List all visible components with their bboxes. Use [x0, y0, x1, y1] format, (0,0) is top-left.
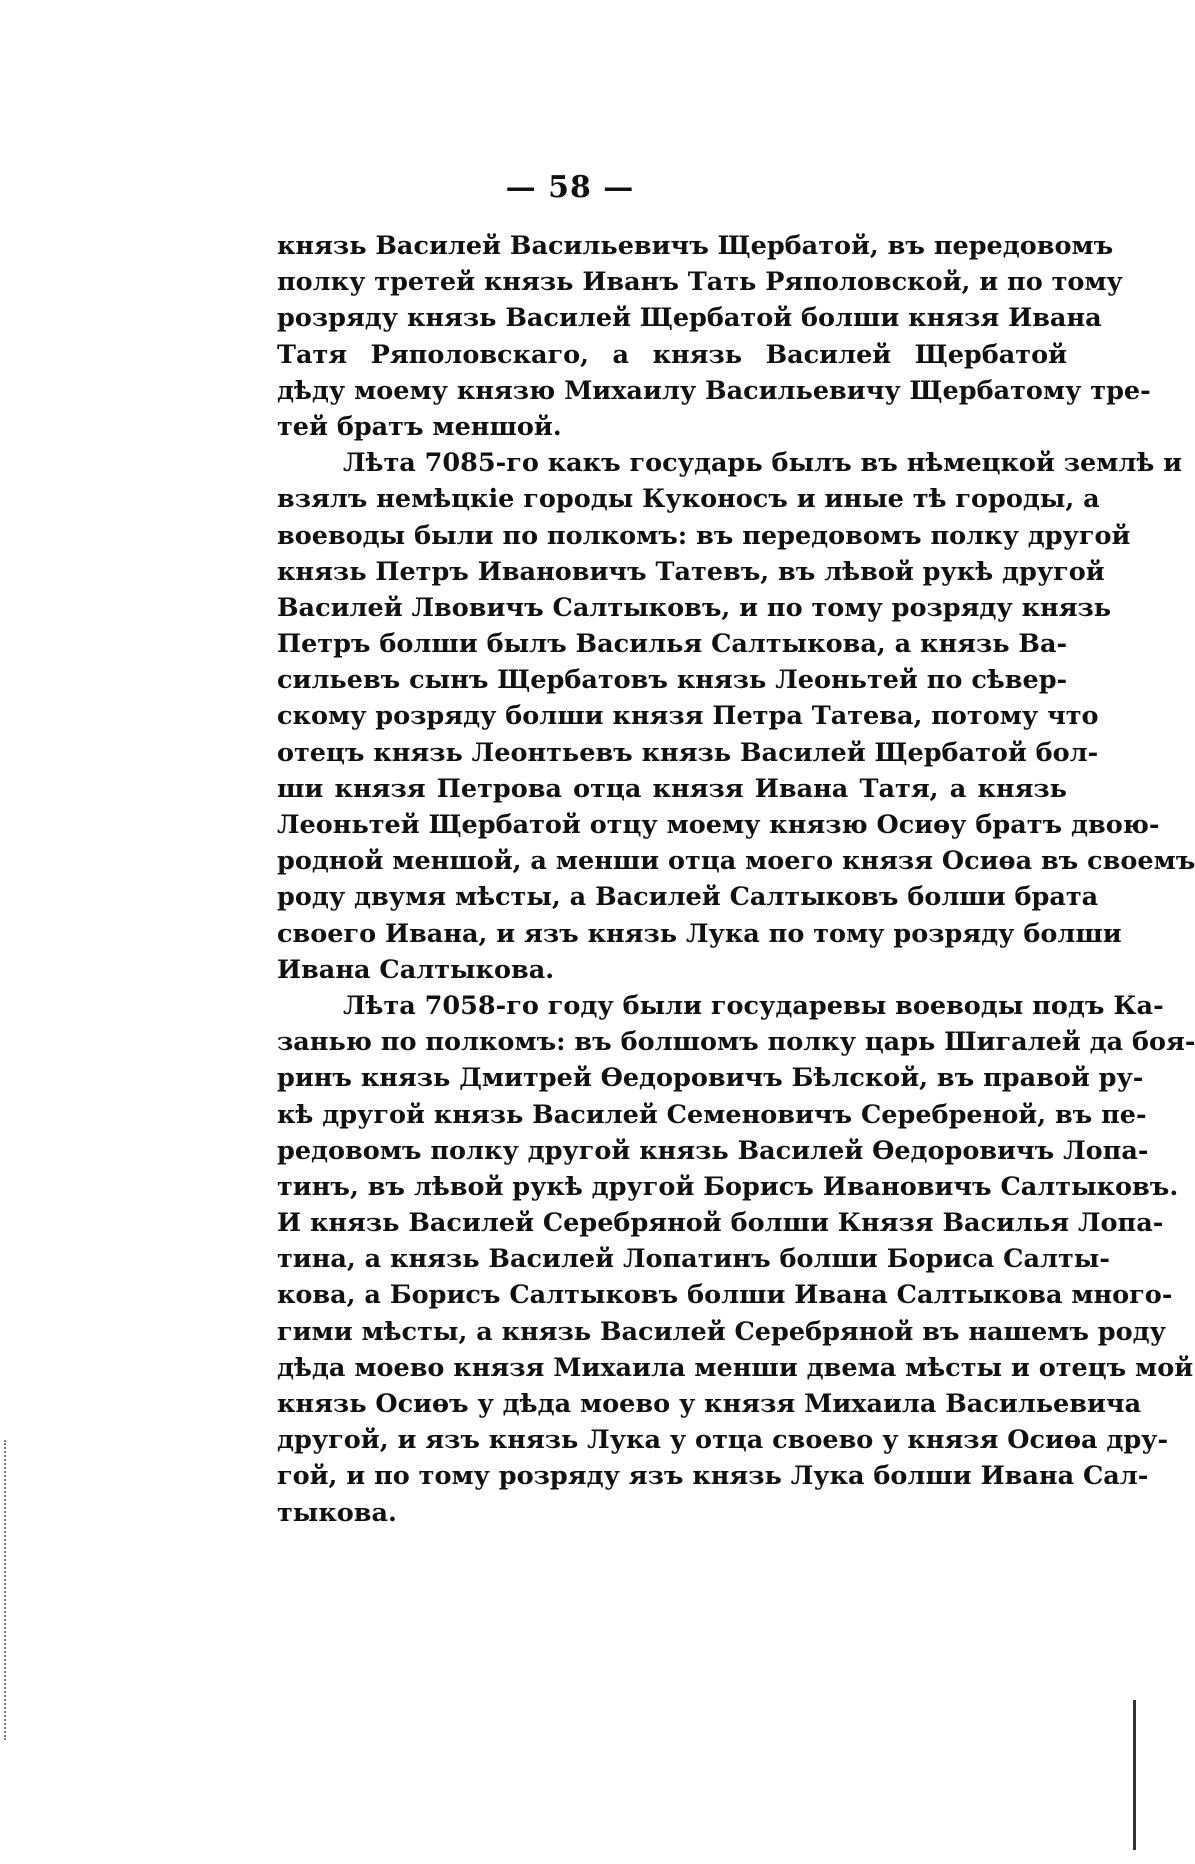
text-line: Василей Лвовичъ Салтыковъ, и по тому розряду князь — [277, 592, 1112, 623]
text-line: кова, а Борисъ Салтыковъ болши Ивана Салтыкова много- — [277, 1280, 1173, 1311]
text-line: кѣ другой князь Василей Семеновичъ Серебреной, въ пе- — [277, 1099, 1147, 1130]
text-line: родной меншой, а менши отца моего князя Осиөа въ своемъ — [277, 846, 1195, 877]
text-line: гой, и по тому розряду язъ князь Лука болши Ивана Сал- — [277, 1461, 1149, 1492]
text-line: отецъ князь Леонтьевъ князь Василей Щербатой бол- — [277, 737, 1099, 768]
text-line: И князь Василей Серебряной болши Князя Василья Лопа- — [277, 1208, 1164, 1239]
text-line: тыкова. — [277, 1497, 397, 1528]
text-line: Петръ болши былъ Василья Салтыкова, а князь Ва- — [277, 629, 1068, 660]
text-line: князь Василей Васильевичъ Щербатой, въ передовомъ — [277, 231, 1114, 261]
text-line: взялъ немѣцкіе городы Куконосъ и иные тѣ городы, а — [277, 484, 1100, 515]
text-line: своего Ивана, и язъ князь Лука по тому розряду болши — [277, 918, 1122, 949]
text-line: дѣду моему князю Михаилу Васильевичу Щербатому тре- — [277, 375, 1151, 406]
text-line: полку третей князь Иванъ Тать Ряполовской, и по тому — [277, 267, 1123, 298]
text-line: тинъ, въ лѣвой рукѣ другой Борисъ Ивановичъ Салтыковъ. — [277, 1171, 1179, 1202]
text-line: воеводы были по полкомъ: въ передовомъ полку другой — [277, 520, 1131, 551]
text-line: дѣда моево князя Михаила менши двема мѣсты и отецъ мой — [277, 1352, 1194, 1383]
text-line: занью по полкомъ: въ болшомъ полку царь Шигалей да боя- — [277, 1027, 1195, 1058]
text-line: Лѣта 7085-го какъ государь былъ въ нѣмецкой землѣ и — [343, 448, 1183, 479]
scan-margin-artifact — [4, 1440, 12, 1740]
text-line: тина, а князь Василей Лопатинъ болши Бориса Салты- — [277, 1244, 1110, 1275]
text-line: Ивана Салтыкова. — [277, 954, 555, 985]
text-line: ринъ князь Дмитрей Өедоровичъ Бѣлской, въ правой ру- — [277, 1063, 1144, 1094]
text-line: роду двумя мѣсты, а Василей Салтыковъ болши брата — [277, 882, 1099, 913]
text-line: сильевъ сынъ Щербатовъ князь Леоньтей по сѣвер- — [277, 665, 1068, 696]
text-line: князь Петръ Ивановичъ Татевъ, въ лѣвой рукѣ другой — [277, 556, 1105, 587]
text-line: тей братъ меншой. — [277, 411, 562, 442]
text-line: другой, и язъ князь Лука у отца своево у князя Осиөа дру- — [277, 1425, 1169, 1456]
text-line: розряду князь Василей Щербатой болши князя Ивана — [277, 303, 1102, 334]
text-line: редовомъ полку другой князь Василей Өедоровичъ Лопа- — [277, 1135, 1149, 1166]
text-line: скому розряду болши князя Петра Татева, потому что — [277, 701, 1099, 732]
text-line: Леоньтей Щербатой отцу моему князю Осиөу братъ двою- — [277, 810, 1160, 840]
text-line: гими мѣсты, а князь Василей Серебряной въ нашемъ роду — [277, 1316, 1166, 1347]
text-line: Лѣта 7058-го году были государевы воеводы подъ Ка- — [343, 990, 1164, 1021]
body-text — [277, 228, 1195, 1531]
text-line: Татя Ряполовскаго, а князь Василей Щербатой — [277, 339, 1067, 370]
scan-edge-artifact — [1133, 1700, 1136, 1850]
text-line: князь Осиөъ у дѣда моево у князя Михаила Васильевича — [277, 1389, 1142, 1419]
page-number: — 58 — — [505, 170, 635, 205]
text-line: ши князя Петрова отца князя Ивана Татя, а князь — [277, 773, 1067, 804]
